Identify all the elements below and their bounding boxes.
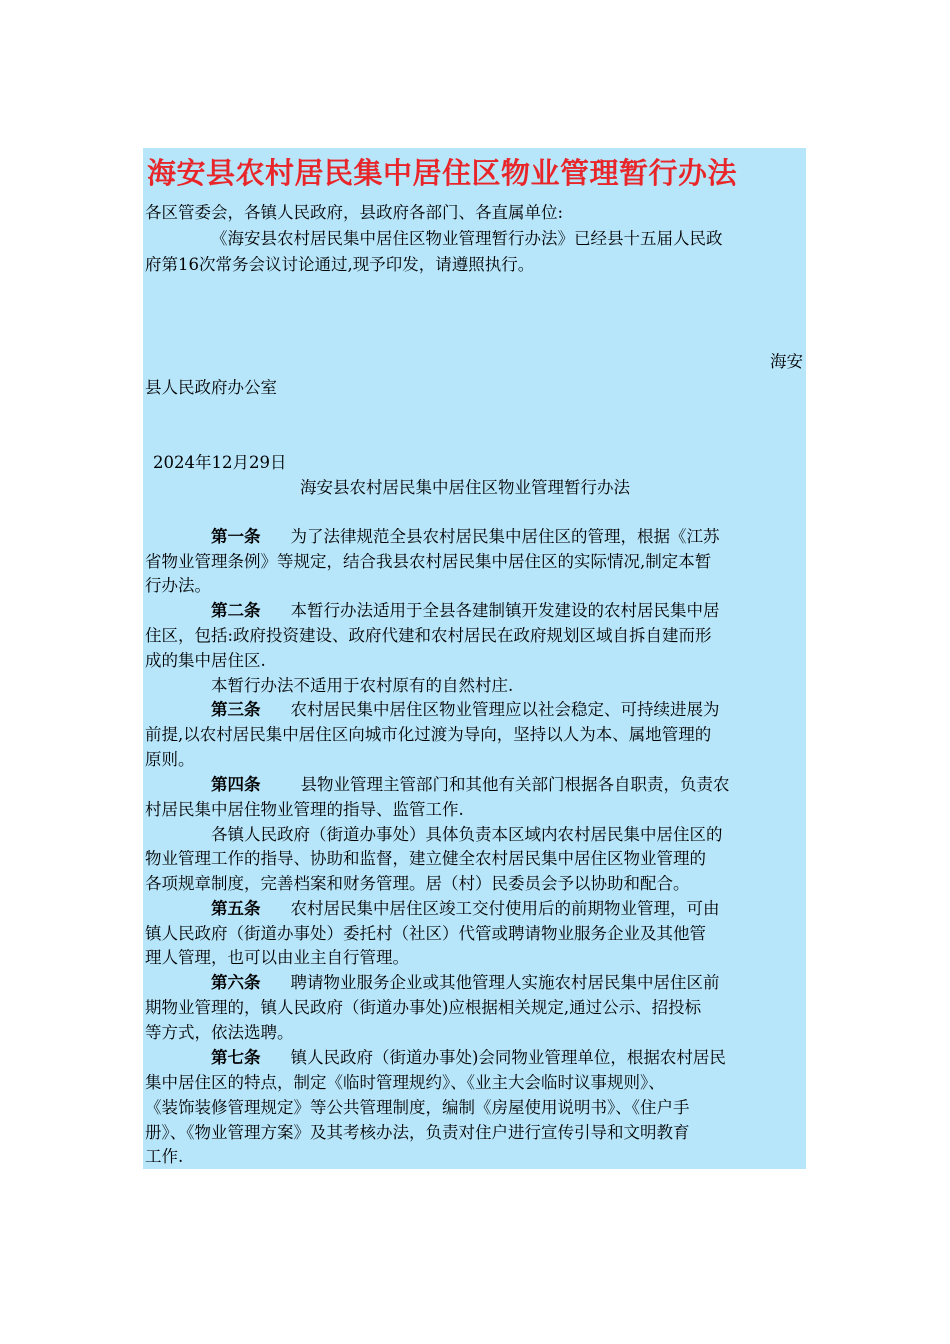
article-text: 县物业管理主管部门和其他有关部门根据各自职责，负责农 <box>300 775 730 794</box>
article-5-line: 理人管理，也可以由业主自行管理。 <box>145 948 409 967</box>
addressee: 各区管委会，各镇人民政府，县政府各部门、各直属单位: <box>145 203 564 222</box>
article-5-line <box>211 896 805 921</box>
article-1-line <box>211 524 805 549</box>
article-label: 第一条 <box>211 527 261 546</box>
article-6-line: 等方式，依法选聘。 <box>145 1023 294 1042</box>
article-4-paragraph: 各项规章制度，完善档案和财务管理。居（村）民委员会予以协助和配合。 <box>145 874 690 893</box>
article-text: 聘请物业服务企业或其他管理人实施农村居民集中居住区前 <box>290 973 720 992</box>
article-6-line: 期物业管理的，镇人民政府（街道办事处)应根据相关规定,通过公示、招投标 <box>145 998 702 1017</box>
article-label: 第七条 <box>211 1048 261 1067</box>
article-text: 镇人民政府（街道办事处)会同物业管理单位，根据农村居民 <box>290 1048 726 1067</box>
article-4-line <box>211 772 805 797</box>
article-3-line: 前提,以农村居民集中居住区向城市化过渡为导向，坚持以人为本、属地管理的 <box>145 725 712 744</box>
article-1-line: 行办法。 <box>145 576 211 595</box>
issue-date: 2024年12月29日 <box>153 453 287 472</box>
article-6-line <box>211 970 805 995</box>
article-7-line: 集中居住区的特点，制定《临时管理规约》、《业主大会临时议事规则》、 <box>145 1073 665 1092</box>
article-label: 第四条 <box>211 775 261 794</box>
article-label: 第二条 <box>211 601 261 620</box>
article-4-line: 村居民集中居住物业管理的指导、监管工作. <box>145 800 464 819</box>
article-3-line: 原则。 <box>145 750 195 769</box>
article-7-line: 册》、《物业管理方案》及其考核办法，负责对住户进行宣传引导和文明教育 <box>145 1123 690 1142</box>
article-label: 第三条 <box>211 700 261 719</box>
notice-body-line: 府第16次常务会议讨论通过,现予印发，请遵照执行。 <box>145 255 535 274</box>
article-text: 农村居民集中居住区竣工交付使用后的前期物业管理，可由 <box>290 899 720 918</box>
article-2-line <box>211 598 805 623</box>
document-title: 海安县农村居民集中居住区物业管理暂行办法 <box>147 156 738 190</box>
article-1-line: 省物业管理条例》等规定，结合我县农村居民集中居住区的实际情况,制定本暂 <box>145 552 712 571</box>
article-4-paragraph: 物业管理工作的指导、协助和监督，建立健全农村居民集中居住区物业管理的 <box>145 849 706 868</box>
document-subtitle: 海安县农村居民集中居住区物业管理暂行办法 <box>300 478 630 497</box>
article-text: 农村居民集中居住区物业管理应以社会稳定、可持续进展为 <box>290 700 720 719</box>
article-7-line <box>211 1045 805 1070</box>
article-2-line: 成的集中居住区. <box>145 651 266 670</box>
article-7-line: 《装饰装修管理规定》等公共管理制度，编制《房屋使用说明书》、《住户手 <box>145 1098 690 1117</box>
article-label: 第五条 <box>211 899 261 918</box>
article-4-paragraph: 各镇人民政府（街道办事处）具体负责本区域内农村居民集中居住区的 <box>211 825 723 844</box>
issuer-line: 县人民政府办公室 <box>145 378 277 397</box>
article-label: 第六条 <box>211 973 261 992</box>
article-7-line: 工作. <box>145 1147 184 1166</box>
article-text: 为了法律规范全县农村居民集中居住区的管理，根据《江苏 <box>290 527 720 546</box>
notice-body-line: 《海安县农村居民集中居住区物业管理暂行办法》已经县十五届人民政 <box>211 229 723 248</box>
article-2-line: 住区，包括:政府投资建设、政府代建和农村居民在政府规划区域自拆自建而形 <box>145 626 712 645</box>
issuer-line: 海安 <box>770 352 803 371</box>
article-2-paragraph: 本暂行办法不适用于农村原有的自然村庄. <box>211 676 514 695</box>
article-3-line <box>211 697 805 722</box>
article-text: 本暂行办法适用于全县各建制镇开发建设的农村居民集中居 <box>290 601 720 620</box>
article-5-line: 镇人民政府（街道办事处）委托村（社区）代管或聘请物业服务企业及其他管 <box>145 924 706 943</box>
